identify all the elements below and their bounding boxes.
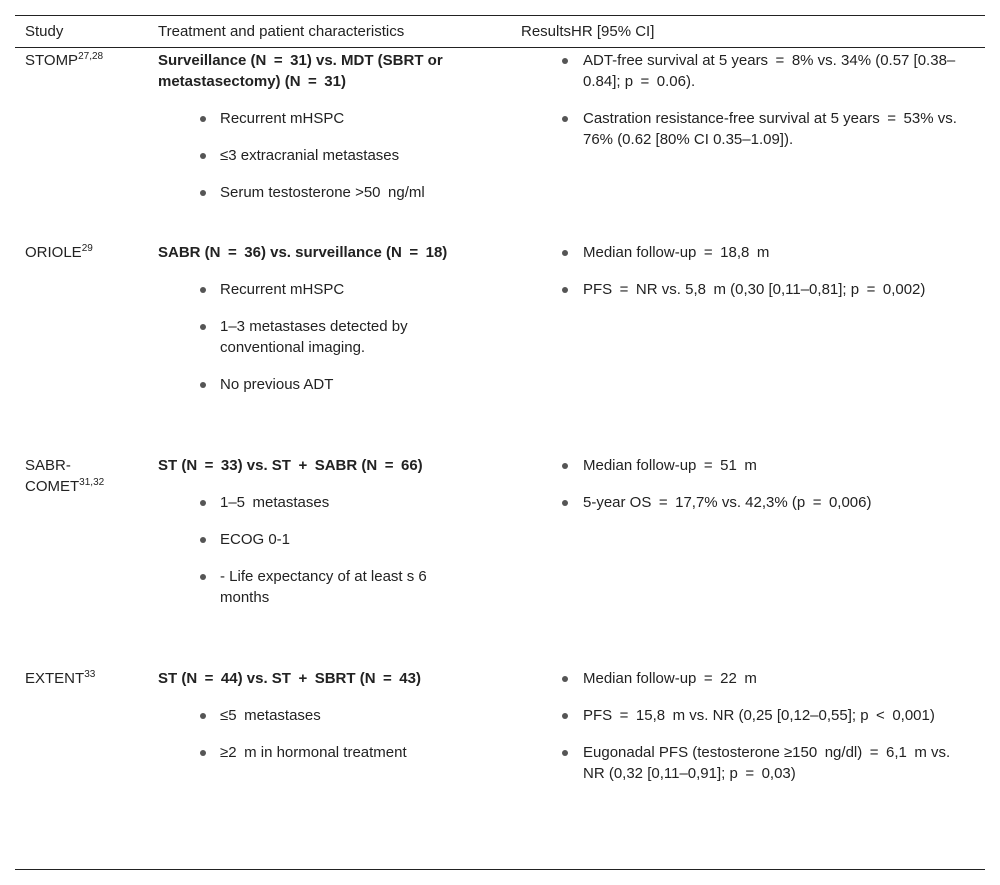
characteristics-list bbox=[158, 108, 460, 203]
results-list bbox=[562, 455, 972, 513]
characteristic-item: Serum testosterone >50 ng/ml bbox=[220, 182, 460, 203]
study-cell bbox=[25, 242, 145, 263]
characteristic-item: 1–5 metastases bbox=[220, 492, 460, 513]
characteristics-list bbox=[158, 279, 460, 395]
study-cell bbox=[25, 50, 145, 71]
study-name: SABR-COMET bbox=[25, 457, 80, 495]
study-cell bbox=[25, 668, 145, 689]
result-item: Median follow-up = 22 m bbox=[562, 668, 972, 689]
characteristic-item: ≥2 m in hormonal treatment bbox=[220, 742, 460, 763]
header-results: ResultsHR [95% CI] bbox=[521, 23, 655, 40]
study-name: EXTENT bbox=[25, 670, 85, 687]
treatment-cell bbox=[158, 668, 478, 779]
header-treatment: Treatment and patient characteristics bbox=[158, 23, 405, 40]
characteristic-item: - Life expectancy of at least s 6 months bbox=[220, 566, 460, 608]
characteristic-item: ≤5 metastases bbox=[220, 705, 460, 726]
results-cell bbox=[562, 668, 972, 800]
treatment-title: SABR (N = 36) vs. surveillance (N = 18) bbox=[158, 244, 448, 261]
characteristics-list bbox=[158, 492, 460, 608]
treatment-cell bbox=[158, 242, 478, 411]
study-cell bbox=[25, 455, 145, 497]
study-reference: 31,32 bbox=[79, 477, 105, 488]
results-list bbox=[562, 668, 972, 784]
characteristic-item: No previous ADT bbox=[220, 374, 460, 395]
characteristics-list bbox=[158, 705, 460, 763]
results-list bbox=[562, 242, 972, 300]
treatment-title: Surveillance (N = 31) vs. MDT (SBRT or metastasectomy) (N = 31) bbox=[158, 52, 443, 90]
study-reference: 27,28 bbox=[78, 51, 104, 62]
results-cell bbox=[562, 242, 972, 316]
study-name: ORIOLE bbox=[25, 244, 82, 261]
characteristic-item: 1–3 metastases detected by conventional imaging. bbox=[220, 316, 460, 358]
result-item: PFS = NR vs. 5,8 m (0,30 [0,11–0,81]; p = 0,002) bbox=[562, 279, 972, 300]
result-item: ADT-free survival at 5 years = 8% vs. 34% (0.57 [0.38–0.84]; p = 0.06). bbox=[562, 50, 972, 92]
result-item: 5-year OS = 17,7% vs. 42,3% (p = 0,006) bbox=[562, 492, 972, 513]
result-item: Eugonadal PFS (testosterone ≥150 ng/dl) = 6,1 m vs. NR (0,32 [0,11–0,91]; p = 0,03) bbox=[562, 742, 972, 784]
header-study: Study bbox=[25, 23, 64, 40]
result-item: PFS = 15,8 m vs. NR (0,25 [0,12–0,55]; p < 0,001) bbox=[562, 705, 972, 726]
characteristic-item: ≤3 extracranial metastases bbox=[220, 145, 460, 166]
study-reference: 33 bbox=[84, 669, 96, 680]
result-item: Median follow-up = 18,8 m bbox=[562, 242, 972, 263]
table-bottom-rule bbox=[15, 869, 985, 870]
characteristic-item: Recurrent mHSPC bbox=[220, 108, 460, 129]
treatment-cell bbox=[158, 50, 478, 219]
study-reference: 29 bbox=[81, 243, 93, 254]
treatment-title: ST (N = 33) vs. ST + SABR (N = 66) bbox=[158, 457, 423, 474]
characteristic-item: ECOG 0-1 bbox=[220, 529, 460, 550]
result-item: Median follow-up = 51 m bbox=[562, 455, 972, 476]
results-cell bbox=[562, 50, 972, 166]
results-cell bbox=[562, 455, 972, 529]
result-item: Castration resistance-free survival at 5 years = 53% vs. 76% (0.62 [80% CI 0.35–1.09]). bbox=[562, 108, 972, 150]
table-top-rule bbox=[15, 15, 985, 16]
header-rule bbox=[15, 47, 985, 48]
treatment-title: ST (N = 44) vs. ST + SBRT (N = 43) bbox=[158, 670, 421, 687]
treatment-cell bbox=[158, 455, 478, 624]
characteristic-item: Recurrent mHSPC bbox=[220, 279, 460, 300]
study-name: STOMP bbox=[25, 52, 79, 69]
results-list bbox=[562, 50, 972, 150]
